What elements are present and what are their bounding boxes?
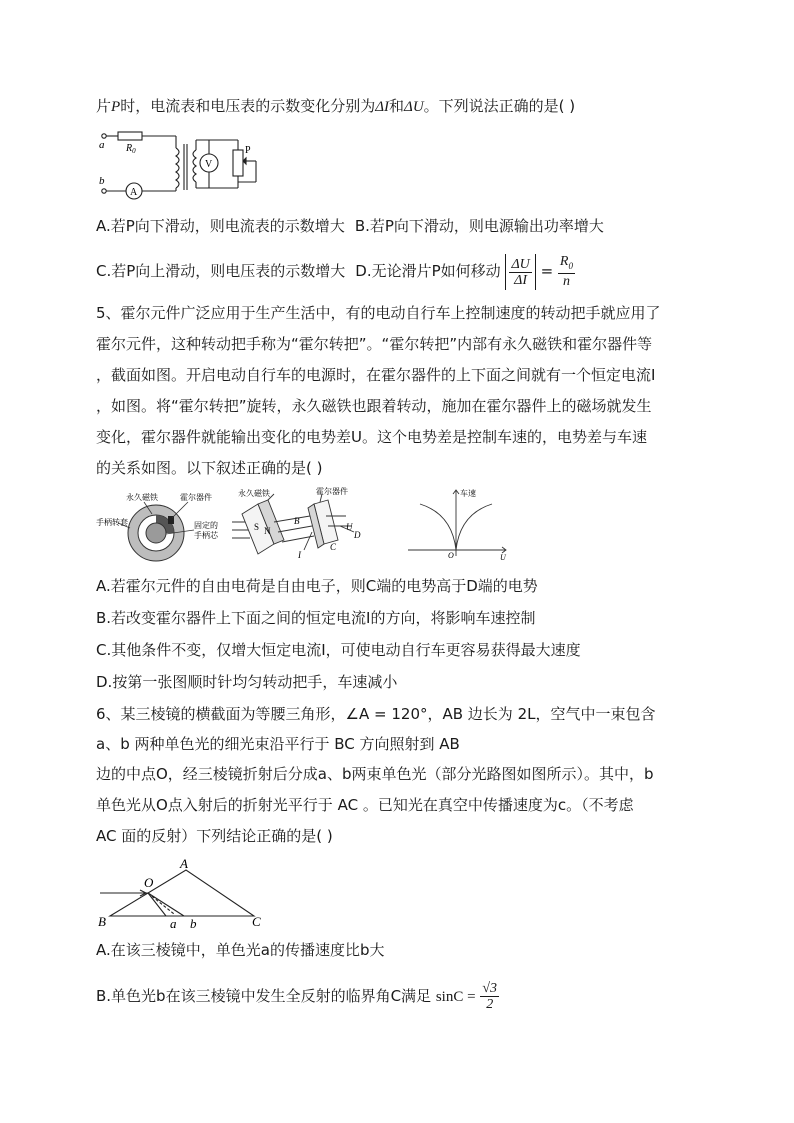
q6-option-a: A.在该三棱镜中，单色光a的传播速度比b大 (96, 941, 385, 959)
q4-option-b: B.若P向下滑动，则电源输出功率增大 (354, 217, 604, 235)
q6-stem-line4: 单色光从O点入射后的折射光平行于 AC 。已知光在真空中传播速度为c。（不考虑 (96, 796, 634, 814)
q5-fig3-origin-label: O (448, 551, 454, 560)
q5-stem-line5: 变化，霍尔器件就能输出变化的电势差U。这个电势差是控制车速的，电势差与车速 (96, 428, 647, 446)
q6-stem-line1: 6、某三棱镜的横截面为等腰三角形，∠A = 120°，AB 边长为 2L，空气中一束包含 (96, 705, 656, 723)
q5-speed-voltage-graph (404, 484, 514, 564)
q5-fig3-u-label: U (500, 553, 506, 562)
q5-fig2-d-label: D (354, 530, 361, 540)
q6-point-o: O (144, 875, 154, 890)
q4-circuit-diagram (96, 128, 266, 204)
q5-handle-cross-section (96, 490, 226, 568)
q5-fig1-core-label-2: 手柄芯 (194, 531, 218, 540)
q6-vertex-a: A (180, 856, 188, 871)
q6-ray-a: a (170, 916, 177, 930)
q5-fig2-c-label: C (330, 542, 337, 552)
q5-fig1-hall-label: 霍尔器件 (180, 493, 212, 502)
q5-option-b: B.若改变霍尔器件上下面之间的恒定电流I的方向，将影响车速控制 (96, 609, 536, 627)
q5-fig2-s-label: S (254, 522, 260, 532)
q5-fig2-u-label: U (346, 522, 353, 532)
q5-fig2-hall-label: 霍尔器件 (316, 487, 348, 496)
q5-option-c: C.其他条件不变，仅增大恒定电流I，可使电动自行车更容易获得最大速度 (96, 641, 581, 659)
q4-options-ab (96, 216, 604, 236)
q5-fig2-i-label: I (298, 550, 301, 560)
q6-prism-diagram (96, 856, 276, 930)
q5-option-d: D.按第一张图顺时针均匀转动把手，车速减小 (96, 673, 398, 691)
q4-ammeter-label: A (130, 187, 138, 198)
q5-fig1-magnet-label: 永久磁铁 (126, 493, 158, 502)
q5-fig2-n-label: N (264, 526, 271, 536)
q4-option-d-r0-fraction: $\frac{R_0}{n}$ (559, 253, 573, 290)
q4-options-cd: C.若P向上滑动，则电压表的示数增大 D.无论滑片P如何移动 $\frac{\Delta U}{\Delta I}$ = $\frac{R_0}{n}$ (96, 253, 573, 290)
q5-stem-line3: ，截面如图。开启电动自行车的电源时，在霍尔器件的上下面之间就有一个恒定电流I (96, 366, 656, 384)
q6-option-b-fraction: $\frac{√3}{2}$ (482, 981, 498, 1012)
q4-option-c: C.若P向上滑动，则电压表的示数增大 (96, 262, 346, 280)
q5-fig2-b-label: B (294, 516, 300, 526)
q4-slider-label: P (245, 145, 251, 156)
q5-stem-line6: 的关系如图。以下叙述正确的是( ) (96, 459, 323, 477)
q6-option-b: B.单色光b在该三棱镜中发生全反射的临界角C满足 sinC = $\frac{√3}{2}$ (96, 981, 498, 1012)
q6-ray-b: b (190, 916, 197, 930)
q4-option-d: D.无论滑片P如何移动 (355, 262, 501, 280)
q5-stem-line2: 霍尔元件，这种转动把手称为“霍尔转把”。“霍尔转把”内部有永久磁铁和霍尔器件等 (96, 335, 653, 353)
q5-fig1-core-label-1: 固定的 (194, 521, 218, 530)
q5-hall-device-diagram (228, 486, 378, 568)
q6-stem-line2: a、b 两种单色光的细光束沿平行于 BC 方向照射到 AB (96, 735, 460, 753)
q5-fig2-magnet-label: 永久磁铁 (238, 489, 270, 498)
q6-stem-line5: AC 面的反射）下列结论正确的是( ) (96, 827, 333, 845)
q6-vertex-b: B (98, 914, 106, 929)
q4-r0-label: $R_0$ (126, 143, 136, 155)
q5-fig1-sleeve-label: 手柄转套 (96, 518, 128, 527)
q5-stem-line1: 5、霍尔元件广泛应用于生产生活中，有的电动自行车上控制速度的转动把手就应用了 (96, 304, 661, 322)
q6-vertex-c: C (252, 914, 261, 929)
q4-terminal-b: b (99, 175, 105, 187)
q4-option-a: A.若P向下滑动，则电流表的示数增大 (96, 217, 345, 235)
q6-stem-line3: 边的中点O，经三棱镜折射后分成a、b两束单色光（部分光路图如图所示）。其中，b (96, 765, 654, 783)
q5-fig3-speed-label: 车速 (460, 489, 476, 498)
q4-option-d-abs-fraction: $\frac{\Delta U}{\Delta I}$ (505, 254, 535, 290)
q4-stem-tail: 片P时，电流表和电压表的示数变化分别为ΔI和ΔU。下列说法正确的是( ) (96, 97, 576, 115)
q4-terminal-a: a (99, 139, 105, 151)
q5-stem-line4: ，如图。将“霍尔转把”旋转，永久磁铁也跟着转动，施加在霍尔器件上的磁场就发生 (96, 397, 652, 415)
q4-voltmeter-label: V (205, 159, 213, 170)
q5-option-a: A.若霍尔元件的自由电荷是自由电子，则C端的电势高于D端的电势 (96, 577, 538, 595)
